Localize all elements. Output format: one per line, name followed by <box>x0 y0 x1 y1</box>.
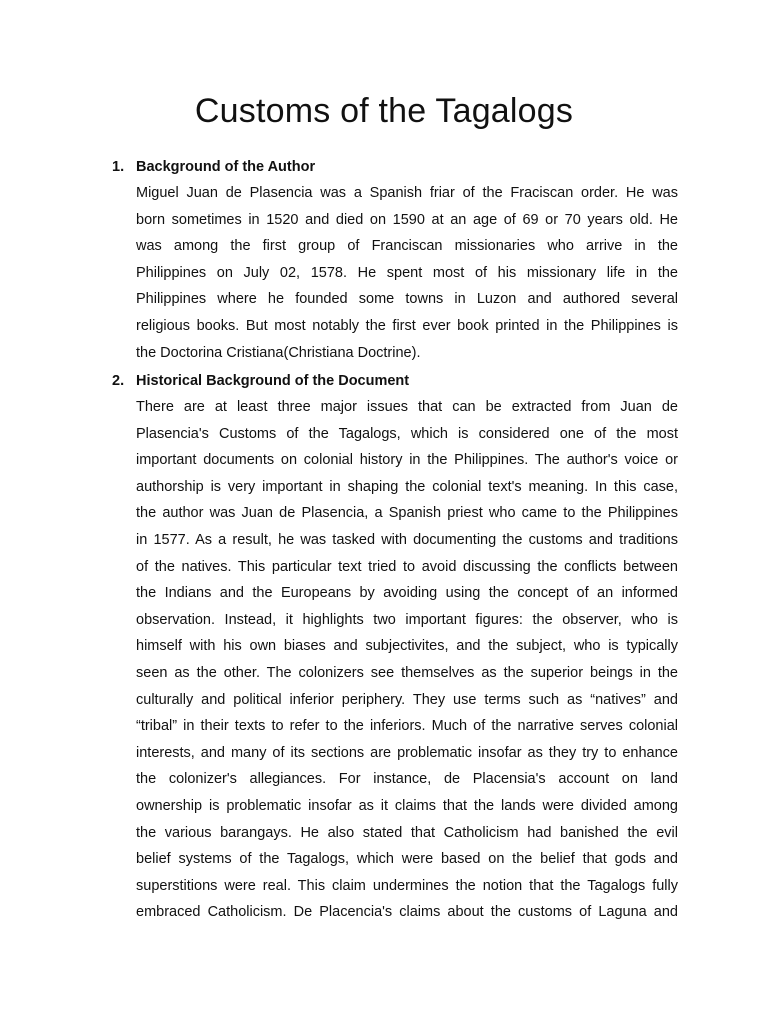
body-line: Plasencia's Customs of the Tagalogs, which is considered one of the most <box>136 425 678 442</box>
section-background-of-author <box>110 154 678 366</box>
section-heading <box>110 368 678 394</box>
body-line: belief systems of the Tagalogs, which were based on the belief that gods and <box>136 851 678 868</box>
section-number: 2. <box>112 373 125 389</box>
body-line: “tribal” in their texts to refer to the inferiors. Much of the narrative serves colonial <box>136 718 678 735</box>
body-line: Philippines on July 02, 1578. He spent most of his missionary life in the <box>136 264 678 281</box>
section-body <box>110 394 678 926</box>
section-number: 1. <box>112 159 125 175</box>
body-line: important documents on colonial history in the Philippines. The author's voice or <box>136 452 678 469</box>
section-heading <box>110 154 678 180</box>
body-line: embraced Catholicism. De Placencia's claims about the customs of Laguna and <box>136 904 678 921</box>
body-line: authorship is very important in shaping the colonial text's meaning. In this case, <box>136 478 678 495</box>
body-line: There are at least three major issues that can be extracted from Juan de <box>136 399 678 415</box>
body-line: culturally and political inferior periphery. They use terms such as “natives” and <box>136 691 678 708</box>
section-heading-text: Historical Background of the Document <box>136 373 410 389</box>
body-line: the author was Juan de Plasencia, a Spanish priest who came to the Philippines <box>136 505 678 522</box>
body-line: himself with his own biases and subjectivites, and the subject, who is typically <box>136 638 678 655</box>
body-line: of the natives. This particular text tried to avoid discussing the conflicts between <box>136 558 678 575</box>
body-line: in 1577. As a result, he was tasked with documenting the customs and traditions <box>136 531 678 548</box>
section-heading-text: Background of the Author <box>136 159 316 175</box>
body-line: the Doctorina Cristiana(Christiana Doctrine). <box>136 344 421 361</box>
body-line: the various barangays. He also stated that Catholicism had banished the evil <box>136 824 678 841</box>
body-line: seen as the other. The colonizers see themselves as the superior beings in the <box>136 664 678 681</box>
body-line: was among the first group of Franciscan missionaries who arrive in the <box>136 238 678 255</box>
body-line: religious books. But most notably the first ever book printed in the Philippines is <box>136 317 678 334</box>
body-line: Philippines where he founded some towns in Luzon and authored several <box>136 291 678 308</box>
section-body <box>110 180 678 366</box>
body-line: the Indians and the Europeans by avoiding using the concept of an informed <box>136 585 678 602</box>
section-historical-background <box>110 368 678 926</box>
body-line: ownership is problematic insofar as it claims that the lands were divided among <box>136 797 678 814</box>
page-title: Customs of the Tagalogs <box>194 92 574 130</box>
body-line: Miguel Juan de Plasencia was a Spanish friar of the Fraciscan order. He was <box>136 185 678 201</box>
body-line: born sometimes in 1520 and died on 1590 at an age of 69 or 70 years old. He <box>136 211 678 228</box>
body-line: superstitions were real. This claim undermines the notion that the Tagalogs fully <box>136 877 678 894</box>
body-line: interests, and many of its sections are problematic insofar as they try to enhance <box>136 744 678 761</box>
body-line: observation. Instead, it highlights two important figures: the observer, who is <box>136 611 678 628</box>
body-line: the colonizer's allegiances. For instance, de Placensia's account on land <box>136 771 678 788</box>
